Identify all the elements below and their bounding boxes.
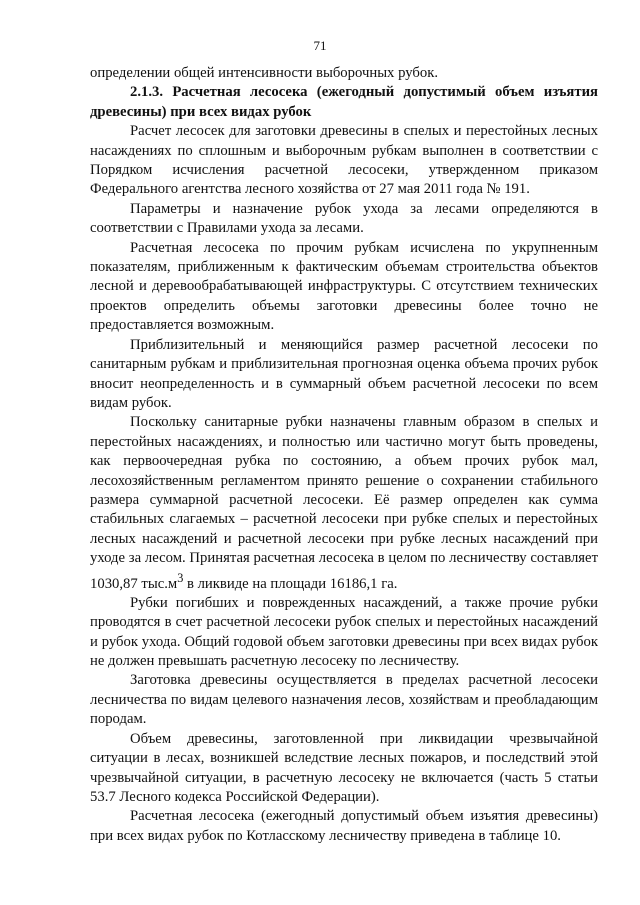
page-number: 71 (313, 38, 327, 53)
paragraph-table-reference: Расчетная лесосека (ежегодный допустимый объем изъятия древесины) при всех видах рубок по Котласскому лесничеству приведена в таблице 10. (90, 808, 598, 844)
paragraph-sanitary-felling: Приблизительный и меняющийся размер расчетной лесосеки по санитарным рубкам и приблизительная прогнозная оценка объема прочих рубок вносит неопределенность и в суммарный объем расчетной лесосеки по всем видам рубок. (90, 336, 598, 411)
paragraph-care-felling: Параметры и назначение рубок ухода за лесами определяются в соответствии с Правилами ухода за лесами. (90, 200, 598, 237)
paragraph-calculation-method: Расчет лесосек для заготовки древесины в спелых и перестойных лесных насаждениях по сплошным и выборочным рубкам выполнен в соответствии с Порядком исчисления расчетной лесосеки, утвержденном приказом Федерального агентства лесного хозяйства от 27 мая 2011 года № 191. (90, 123, 598, 198)
paragraph-damaged-stands: Рубки погибших и поврежденных насаждений, а также прочие рубки проводятся в счет расчетной лесосеки рубок спелых и перестойных насаждений и рубок ухода. Общий годовой объем заготовки древесины при всех видах рубок не должен превышать расчетную лесосеку по лесничеству. (90, 594, 598, 670)
continuation-line: определении общей интенсивности выборочных рубок. (90, 65, 438, 81)
paragraph-harvest-limits: Заготовка древесины осуществляется в пределах расчетной лесосеки лесничества по видам целевого назначения лесов, хозяйствам и преобладающим породам. (90, 672, 598, 728)
paragraph-emergency: Объем древесины, заготовленной при ликвидации чрезвычайной ситуации в лесах, возникшей вследствие лесных пожаров, и последствий этой чрезвычайной ситуации, в расчетную лесосеку не включается (часть 5 статьи 53.7 Лесного кодекса Российской Федерации). (90, 730, 598, 805)
unit-superscript: 3 (177, 570, 184, 585)
page-body (90, 64, 598, 846)
paragraph-other-felling: Расчетная лесосека по прочим рубкам исчислена по укрупненным показателям, приближенным к фактическим объемам строительства объектов лесной и деревообрабатывающей инфраструктуры. С отсутствием технических проектов определить объемы заготовки древесины более точно не предоставляется возможным. (90, 239, 598, 334)
paragraph-stable-size (90, 413, 598, 594)
stable-size-text: Поскольку санитарные рубки назначены главным образом в спелых и перестойных насаждениях, и полностью или частично могут быть проведены, как первоочередная рубка по состоянию, а объем прочих рубок мал, лесохозяйственным регламентом принято решение о сохранении стабильного размера суммарной расчетной лесосеки. Её размер определен как сумма стабильных слагаемых – расчетной лесосеки при рубке спелых и перестойных лесных насаждений и расчетной лесосеки при рубке лесных насаждений при уходе за лесом. Принятая расчетная лесосека в целом по лесничеству составляет 1030,87 тыс.м (90, 414, 598, 592)
stable-size-text-end: в ликвиде на площади 16186,1 га. (183, 575, 398, 592)
section-heading: 2.1.3. Расчетная лесосека (ежегодный допустимый объем изъятия древесины) при всех видах рубок (90, 84, 598, 120)
